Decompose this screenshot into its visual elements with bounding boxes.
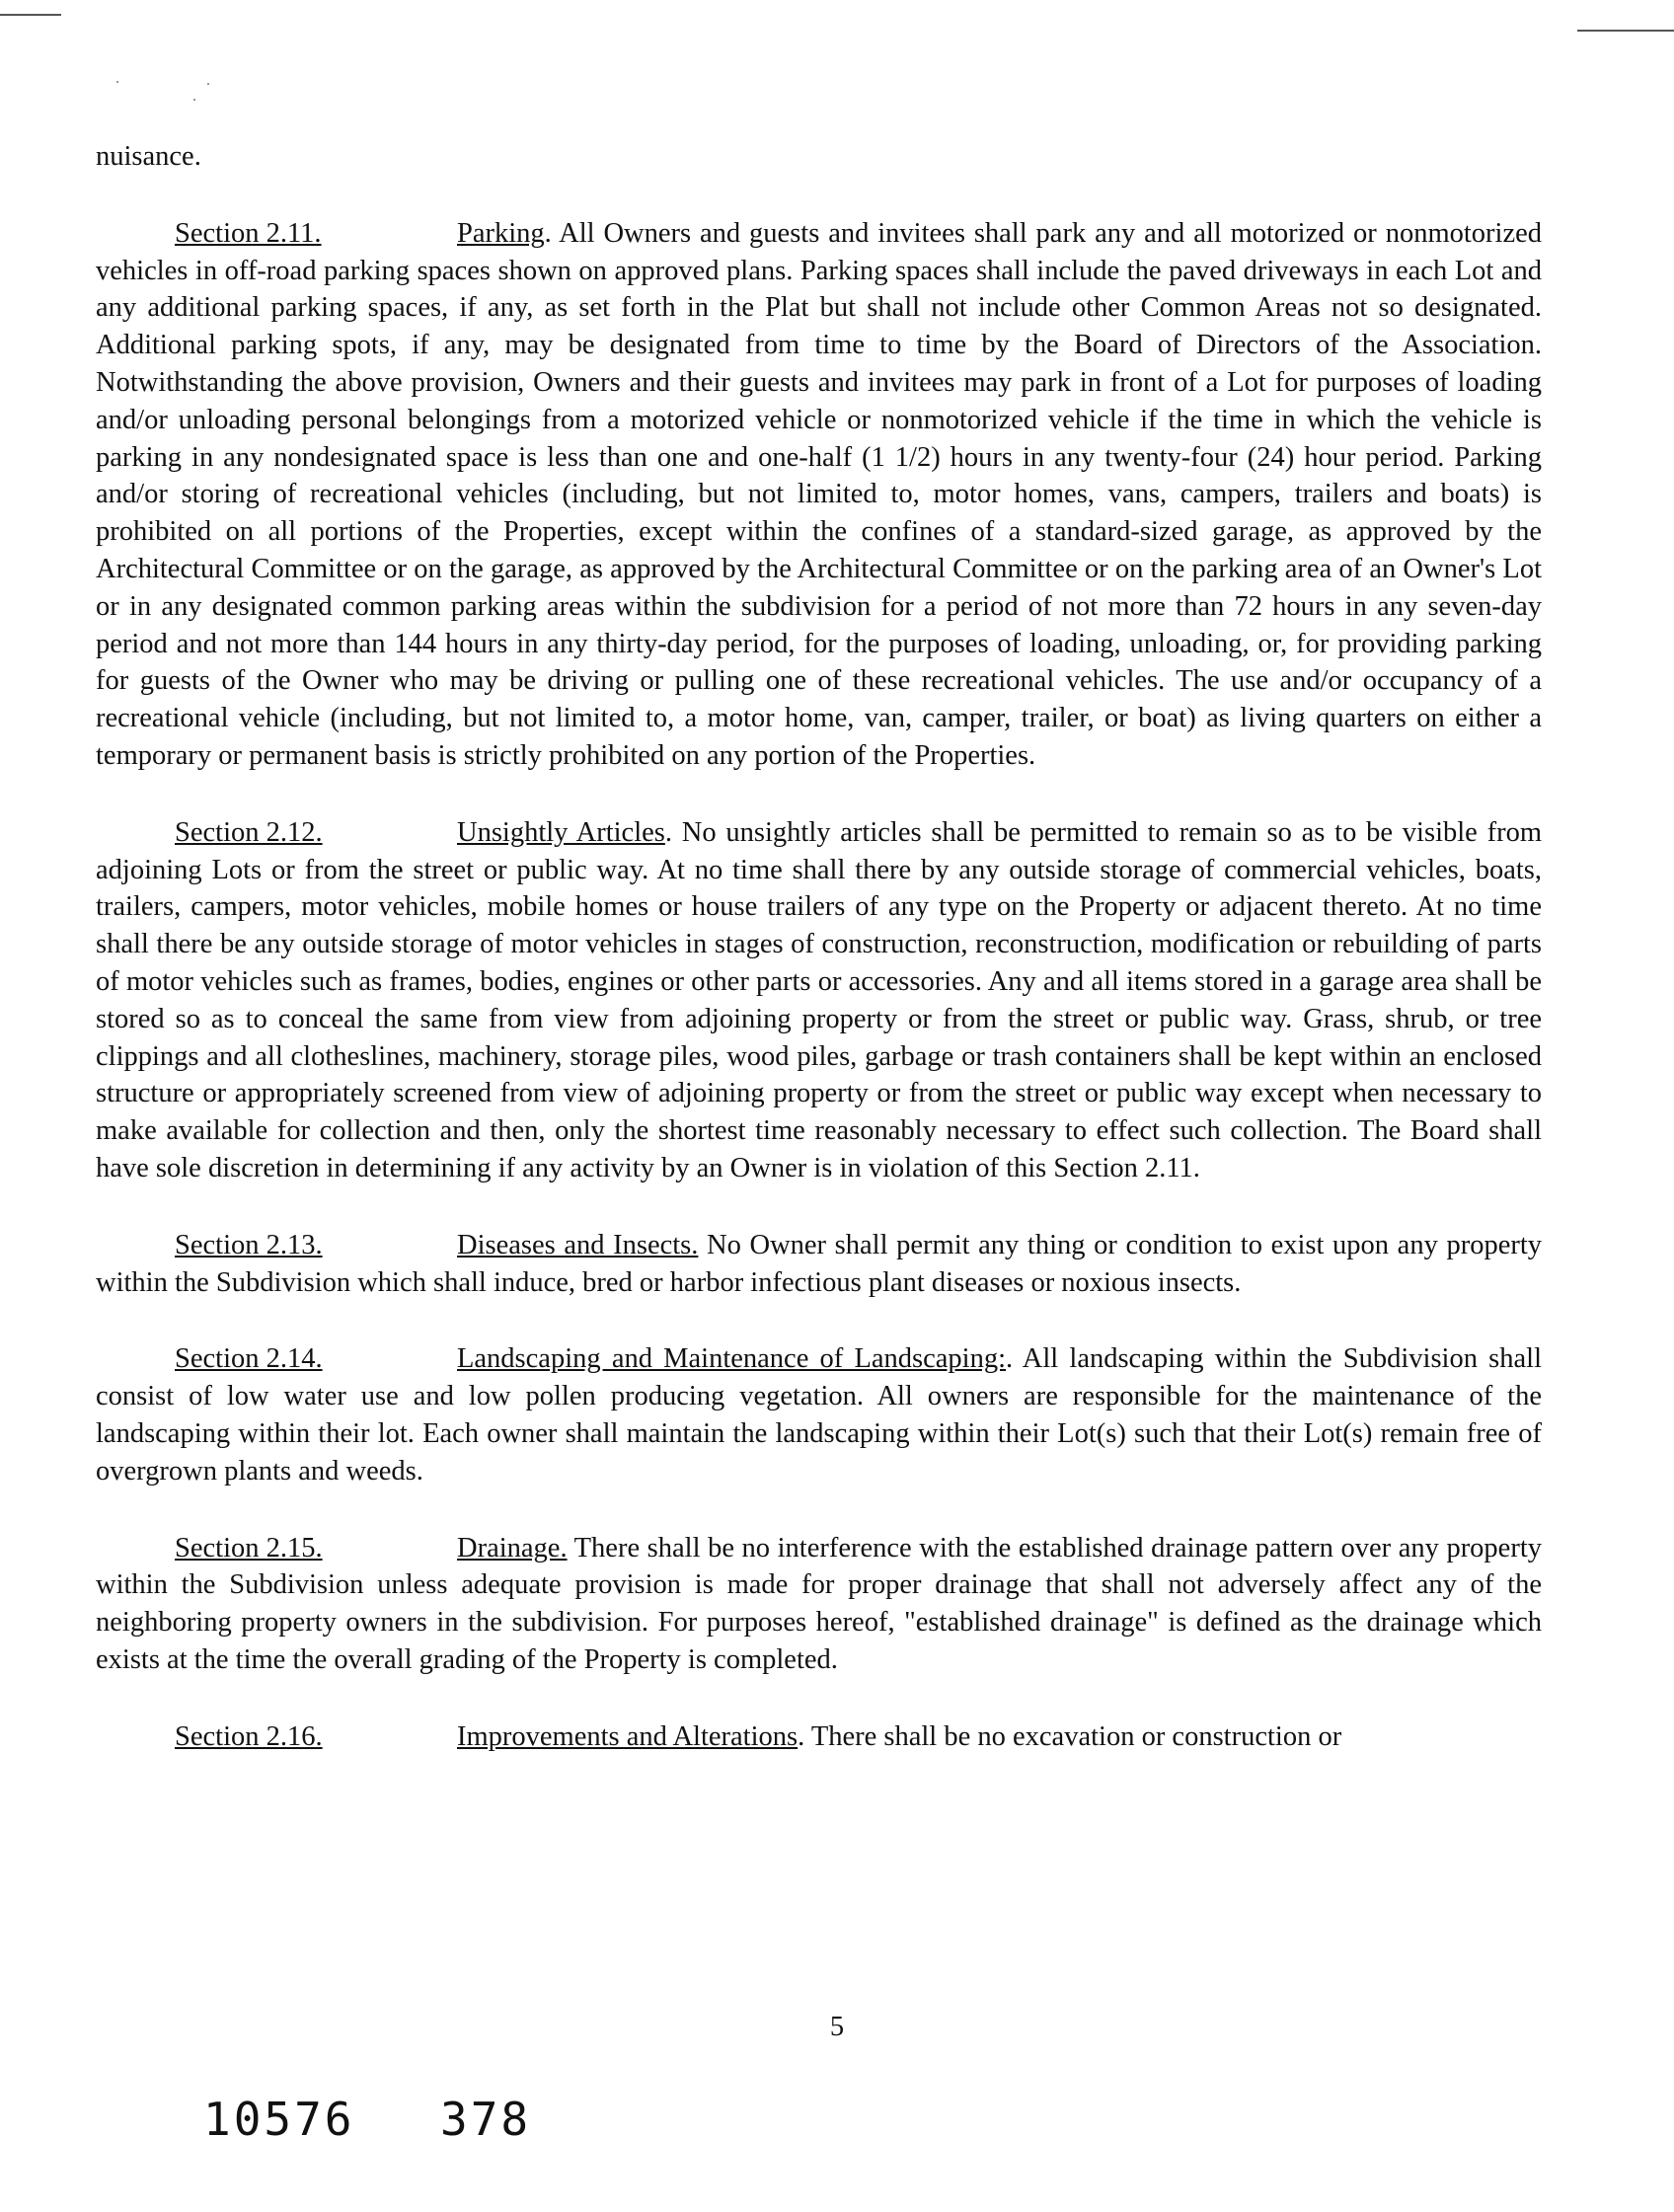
scan-speck <box>193 99 195 101</box>
page-number: 5 <box>829 2012 845 2042</box>
section-body: No Owner shall permit any thing or condition to exist upon any property within the Subdivision which shall induce, bred or harbor infectious plant diseases or noxious insects. <box>96 1229 1543 1298</box>
section-2-14 <box>96 1340 1542 1489</box>
section-number: Section 2.13. <box>175 1229 323 1260</box>
section-body: All landscaping within the Subdivision shall consist of low water use and low pollen producing vegetation. All owners are responsible for the maintenance of the landscaping within their lot. Each owner shall maintain the landscaping within their Lot(s) such that their Lot(s) remain free of overgrown plants and weeds. <box>96 1343 1543 1487</box>
scan-edge-mark-top-right <box>1577 30 1674 32</box>
section-number: Section 2.16. <box>175 1720 323 1752</box>
section-title: Drainage. <box>457 1532 568 1564</box>
section-body: All Owners and guests and invitees shall park any and all motorized or nonmotorized vehicles in off-road parking spaces shown on approved plans. Parking spaces shall include the paved driveways in each Lot and any additional parking spaces, if any, as set forth in the Plat but shall not include other Common Areas not so designated. Additional parking spots, if any, may be designated from time to time by the Board of Directors of the Association. Notwithstanding the above provision, Owners and their guests and invitees may park in front of a Lot for purposes of loading and/or unloading personal belongings from a motorized vehicle or nonmotorized vehicle if the time in which the vehicle is parking in any nondesignated space is less than one and one-half (1 1/2) hours in any twenty-four (24) hour period. Parking and/or storing of recreational vehicles (including, but not limited to, motor homes, vans, campers, trailers and boats) is prohibited on all portions of the Properties, except within the confines of a standard-sized garage, as approved by the Architectural Committee or on the garage, as approved by the Architectural Committee or on the parking area of an Owner's Lot or in any designated common parking areas within the subdivision for a period of not more than 72 hours in any seven-day period and not more than 144 hours in any thirty-day period, for the purposes of loading, unloading, or, for providing parking for guests of the Owner who may be driving or pulling one of these recreational vehicles. The use and/or occupancy of a recreational vehicle (including, but not limited to, a motor home, van, camper, trailer, or boat) as living quarters on either a temporary or permanent basis is strictly prohibited on any portion of the Properties. <box>96 217 1542 771</box>
section-title-punct: . <box>544 217 552 249</box>
section-number: Section 2.15. <box>175 1532 323 1564</box>
document-body <box>96 138 1542 1794</box>
section-body: There shall be no excavation or construction or <box>804 1720 1342 1752</box>
continuation-text: nuisance. <box>96 141 201 172</box>
section-title: Diseases and Insects. <box>457 1229 699 1260</box>
recording-page-number: 378 <box>440 2093 532 2146</box>
section-title: Landscaping and Maintenance of Landscaping: <box>457 1343 1007 1375</box>
section-2-13 <box>96 1227 1542 1302</box>
section-2-15 <box>96 1530 1542 1679</box>
section-2-11 <box>96 215 1542 775</box>
section-title: Improvements and Alterations <box>457 1720 799 1752</box>
section-title: Parking <box>457 217 545 249</box>
section-body: There shall be no interference with the established drainage pattern over any property within the Subdivision unless adequate provision is made for proper drainage that shall not adversely affect any of the neighboring property owners in the subdivision. For purposes hereof, "established drainage" is defined as the drainage which exists at the time the overall grading of the Property is completed. <box>96 1532 1542 1675</box>
section-title: Unsightly Articles <box>457 816 665 848</box>
recording-book-number: 10576 <box>203 2093 355 2146</box>
section-number: Section 2.11. <box>175 217 322 249</box>
scan-speck <box>207 83 209 85</box>
scan-speck <box>116 81 118 83</box>
section-title-punct: . <box>664 816 672 848</box>
section-2-16 <box>96 1718 1542 1756</box>
section-body: No unsightly articles shall be permitted to remain so as to be visible from adjoining Lots or from the street or public way. At no time shall there by any outside storage of commercial vehicles, boats, trailers, campers, motor vehicles, mobile homes or house trailers of any type on the Property or adjacent thereto. At no time shall there be any outside storage of motor vehicles in stages of construction, reconstruction, modification or rebuilding of parts of motor vehicles such as frames, bodies, engines or other parts or accessories. Any and all items stored in a garage area shall be stored so as to conceal the same from view from adjoining property or from the street or public way. Grass, shrub, or tree clippings and all clotheslines, machinery, storage piles, wood piles, garbage or trash containers shall be kept within an enclosed structure or appropriately screened from view of adjoining property or from the street or public way except when necessary to make available for collection and then, only the shortest time reasonably necessary to effect such collection. The Board shall have sole discretion in determining if any activity by an Owner is in violation of this Section 2.11. <box>96 816 1542 1183</box>
section-2-12 <box>96 814 1542 1187</box>
section-number: Section 2.12. <box>175 816 323 848</box>
scan-edge-mark-top-left <box>0 14 61 16</box>
section-title-punct: . <box>1006 1343 1014 1375</box>
section-number: Section 2.14. <box>175 1343 323 1375</box>
section-title-punct: . <box>798 1720 805 1752</box>
